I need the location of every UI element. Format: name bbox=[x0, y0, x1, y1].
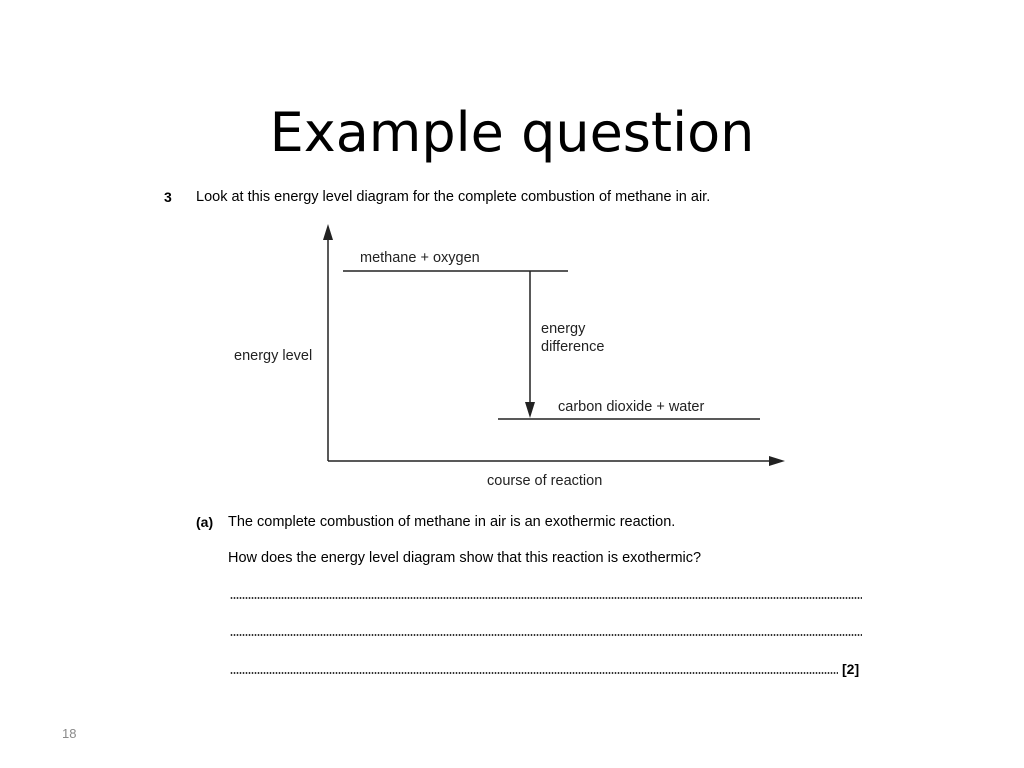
part-a-statement: The complete combustion of methane in air is an exothermic reaction. bbox=[228, 514, 676, 530]
products-label: carbon dioxide + water bbox=[558, 399, 705, 415]
y-axis-label: energy level bbox=[234, 348, 313, 364]
answer-line bbox=[230, 672, 838, 674]
x-axis-label: course of reaction bbox=[487, 473, 603, 489]
x-axis-arrowhead bbox=[769, 456, 785, 466]
energy-difference-arrowhead bbox=[525, 402, 535, 418]
energy-difference-label-line1: energy bbox=[541, 321, 586, 337]
answer-line bbox=[230, 597, 862, 599]
page-number: 18 bbox=[62, 726, 77, 741]
question-number: 3 bbox=[164, 189, 172, 205]
answer-line bbox=[230, 634, 862, 636]
marks-label: [2] bbox=[842, 661, 860, 677]
part-a-label: (a) bbox=[196, 514, 214, 530]
question-text: Look at this energy level diagram for the complete combustion of methane in air. bbox=[196, 189, 711, 205]
energy-difference-label-line2: difference bbox=[541, 339, 605, 355]
y-axis-arrowhead bbox=[323, 224, 333, 240]
part-a-question: How does the energy level diagram show that this reaction is exothermic? bbox=[228, 550, 702, 566]
slide-title: Example question bbox=[269, 101, 755, 165]
reactants-label: methane + oxygen bbox=[360, 250, 480, 266]
